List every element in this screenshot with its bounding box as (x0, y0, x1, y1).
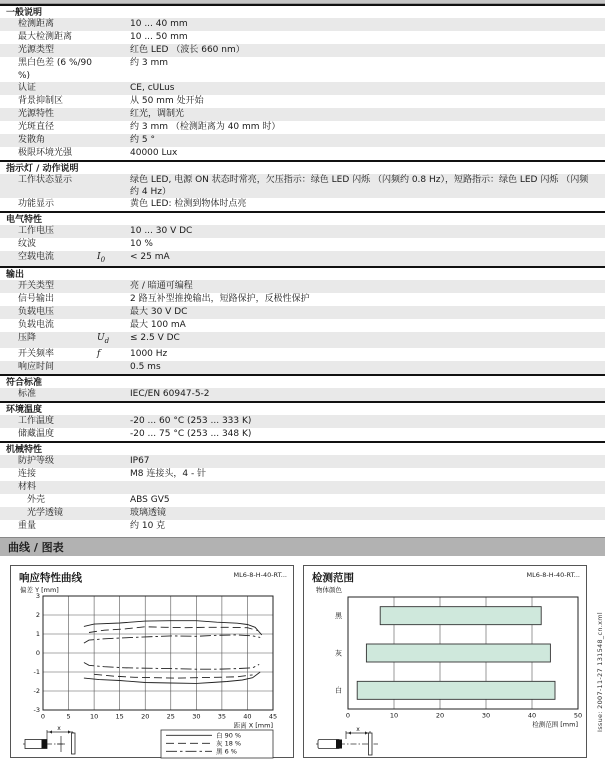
spec-label: 材料 (18, 481, 37, 492)
spec-label: 负载电流 (18, 320, 55, 331)
svg-text:物体颜色: 物体颜色 (316, 585, 342, 594)
spec-value: CE, cULus (130, 83, 175, 93)
response-curve-chart (10, 565, 294, 758)
spec-label: 最大检测距离 (18, 32, 73, 42)
svg-text:20: 20 (435, 711, 445, 720)
spec-row (0, 44, 605, 57)
spec-row (0, 147, 605, 160)
response-chart-plot (15, 584, 291, 764)
spec-row (0, 198, 605, 211)
spec-value: ≤ 2.5 V DC (130, 333, 180, 344)
spec-row (0, 82, 605, 95)
spec-row (0, 428, 605, 441)
svg-text:40: 40 (243, 712, 252, 721)
svg-text:灰 18 %: 灰 18 % (216, 739, 242, 748)
spec-row (0, 238, 605, 251)
svg-text:30: 30 (481, 711, 491, 720)
spec-value: 约 5 ° (130, 135, 155, 145)
spec-label: 响应时间 (18, 361, 55, 372)
spec-value: 10 ... 50 mm (130, 32, 188, 42)
sensor-diagram (316, 726, 378, 755)
section-header: 指示灯 / 动作说明 (0, 160, 605, 174)
spec-symbol: f (97, 348, 101, 359)
svg-text:-1: -1 (33, 667, 40, 676)
spec-value: IP67 (130, 455, 150, 466)
curve-dashdot (84, 634, 260, 642)
spec-label: 防护等级 (18, 455, 55, 466)
section-header: 符合标准 (0, 374, 605, 388)
legend (161, 730, 273, 758)
curves-section-header (0, 537, 605, 556)
spec-label: 压降 (18, 333, 37, 344)
spec-label: 纹波 (18, 239, 37, 249)
spec-row (0, 520, 605, 533)
spec-row (0, 415, 605, 428)
section-header: 一般说明 (0, 4, 605, 18)
svg-text:x: x (356, 725, 360, 733)
range-plot-svg (308, 584, 588, 760)
curve-dashed (89, 626, 258, 632)
spec-label: 连接 (18, 468, 37, 479)
spec-label: 标准 (18, 388, 37, 399)
spec-value: 红光，调制光 (130, 109, 185, 119)
spec-value: 0.5 ms (130, 361, 161, 372)
spec-row (0, 174, 605, 198)
spec-label: 重量 (18, 520, 37, 531)
curve-dashed (94, 674, 253, 678)
spec-label: 光斑直径 (18, 122, 55, 132)
spec-row (0, 280, 605, 293)
range-bar (357, 681, 555, 699)
response-chart-title: 响应特性曲线 (19, 571, 82, 584)
svg-text:5: 5 (66, 712, 71, 721)
spec-label: 功能显示 (18, 199, 55, 209)
spec-value: 1000 Hz (130, 348, 168, 359)
spec-row (0, 121, 605, 134)
spec-label: 背景抑制区 (18, 96, 64, 106)
response-plot-svg (15, 584, 295, 760)
spec-value: 约 3 mm (130, 58, 168, 68)
spec-row (0, 251, 605, 266)
spec-value: 约 10 克 (130, 520, 166, 531)
spec-value: ABS GV5 (130, 494, 170, 505)
spec-row (0, 18, 605, 31)
svg-text:3: 3 (35, 591, 40, 600)
spec-label: 开关频率 (18, 348, 55, 359)
spec-value: < 25 mA (130, 252, 170, 262)
charts-row (0, 556, 605, 758)
svg-text:0: 0 (35, 648, 40, 657)
svg-text:15: 15 (115, 712, 124, 721)
spec-row (0, 388, 605, 401)
spec-row (0, 455, 605, 468)
svg-text:45: 45 (268, 712, 278, 721)
spec-label: 发散角 (18, 135, 46, 145)
svg-text:-2: -2 (33, 686, 40, 695)
spec-label: 光源类型 (18, 45, 55, 55)
spec-row (0, 507, 605, 520)
sensor-diagram (23, 725, 75, 754)
spec-row (0, 468, 605, 481)
svg-text:10: 10 (389, 711, 399, 720)
svg-text:x: x (57, 724, 61, 732)
spec-value: IEC/EN 60947-5-2 (130, 388, 210, 399)
spec-row (0, 319, 605, 332)
spec-value: 2 路互补型推挽输出，短路保护，反极性保护 (130, 294, 310, 305)
spec-value: 玻璃透镜 (130, 507, 167, 518)
spec-value: 黄色 LED: 检测到物体时点亮 (130, 199, 247, 209)
spec-row (0, 293, 605, 306)
svg-text:白: 白 (335, 686, 342, 695)
svg-text:0: 0 (345, 711, 351, 720)
spec-value: -20 ... 60 °C (253 ... 333 K) (130, 415, 252, 426)
section-header: 电气特性 (0, 211, 605, 225)
svg-text:50: 50 (573, 711, 583, 720)
spec-symbol: $I_0$ (97, 252, 106, 264)
range-chart-title: 检测范围 (312, 571, 354, 584)
svg-text:距离 X [mm]: 距离 X [mm] (233, 721, 273, 730)
spec-value: 绿色 LED, 电源 ON 状态时常亮，欠压指示：绿色 LED 闪烁 （闪频约 0.8 Hz），短路指示：绿色 LED 闪烁 （闪频约 4 Hz） (130, 175, 589, 197)
spec-label: 工作状态显示 (18, 175, 73, 185)
svg-text:2: 2 (35, 610, 40, 619)
spec-row (0, 306, 605, 319)
spec-value: 最大 30 V DC (130, 307, 188, 318)
section-header: 环境温度 (0, 401, 605, 415)
response-chart-model: ML6-8-H-40-RT... (233, 570, 287, 579)
issue-side-text: Issue: 2007-11-27 131548_cn.xml (596, 611, 604, 732)
spec-value: 亮 / 暗通可编程 (130, 281, 193, 292)
spec-label: 储藏温度 (18, 428, 55, 439)
svg-text:25: 25 (166, 712, 175, 721)
spec-row (0, 494, 605, 507)
spec-value (130, 481, 605, 482)
section-header: 机械特性 (0, 441, 605, 455)
spec-symbol: $U_d$ (97, 333, 110, 346)
spec-label: 检测距离 (18, 19, 55, 29)
svg-text:1: 1 (35, 629, 40, 638)
spec-row (0, 361, 605, 374)
spec-row (0, 348, 605, 361)
range-chart-model: ML6-8-H-40-RT... (526, 570, 580, 579)
spec-row (0, 225, 605, 238)
curves-section-title: 曲线 / 图表 (8, 540, 64, 554)
svg-text:-3: -3 (33, 705, 40, 714)
spec-label: 工作电压 (18, 226, 55, 236)
spec-label: 极限环境光强 (18, 148, 73, 158)
spec-table (0, 4, 605, 533)
spec-row (0, 332, 605, 347)
spec-value: 10 % (130, 239, 153, 249)
spec-row (0, 481, 605, 494)
svg-text:黑 6 %: 黑 6 % (216, 747, 237, 756)
spec-value: 从 50 mm 处开始 (130, 96, 204, 106)
spec-value: 10 ... 30 V DC (130, 226, 193, 236)
svg-text:35: 35 (217, 712, 227, 721)
spec-value: 最大 100 mA (130, 320, 186, 331)
range-bar (380, 606, 541, 624)
spec-label: 光源特性 (18, 109, 55, 119)
curve-dashdot (84, 662, 259, 669)
spec-label: 光学透镜 (27, 507, 64, 518)
spec-value: M8 连接头，4 - 针 (130, 468, 207, 479)
detection-range-chart (303, 565, 587, 758)
spec-label: 认证 (18, 83, 37, 93)
spec-label: 空载电流 (18, 252, 55, 262)
svg-text:检测范围 [mm]: 检测范围 [mm] (532, 720, 578, 729)
spec-row (0, 57, 605, 82)
spec-label: 开关类型 (18, 281, 55, 292)
spec-label: 工作温度 (18, 415, 55, 426)
spec-value: 40000 Lux (130, 148, 178, 158)
spec-label: 黑白色差 (6 %/90 %) (18, 58, 92, 81)
svg-text:黑: 黑 (335, 611, 342, 620)
svg-text:灰: 灰 (335, 648, 342, 657)
spec-label: 信号输出 (18, 294, 55, 305)
spec-value: 约 3 mm （检测距离为 40 mm 时） (130, 122, 281, 132)
spec-label: 负载电压 (18, 307, 55, 318)
spec-row (0, 108, 605, 121)
spec-row (0, 134, 605, 147)
range-chart-plot (308, 584, 584, 764)
svg-text:0: 0 (40, 712, 46, 721)
svg-text:20: 20 (141, 712, 150, 721)
svg-text:偏差 Y [mm]: 偏差 Y [mm] (20, 585, 59, 594)
section-header: 输出 (0, 266, 605, 280)
range-bar (366, 644, 550, 662)
svg-text:白 90 %: 白 90 % (216, 731, 242, 740)
svg-text:40: 40 (527, 711, 537, 720)
svg-text:10: 10 (89, 712, 99, 721)
spec-row (0, 31, 605, 44)
spec-row (0, 95, 605, 108)
spec-value: -20 ... 75 °C (253 ... 348 K) (130, 428, 252, 439)
spec-value: 红色 LED （波长 660 nm） (130, 45, 245, 55)
spec-label: 外壳 (27, 494, 46, 505)
svg-text:30: 30 (192, 712, 201, 721)
spec-value: 10 ... 40 mm (130, 19, 188, 29)
